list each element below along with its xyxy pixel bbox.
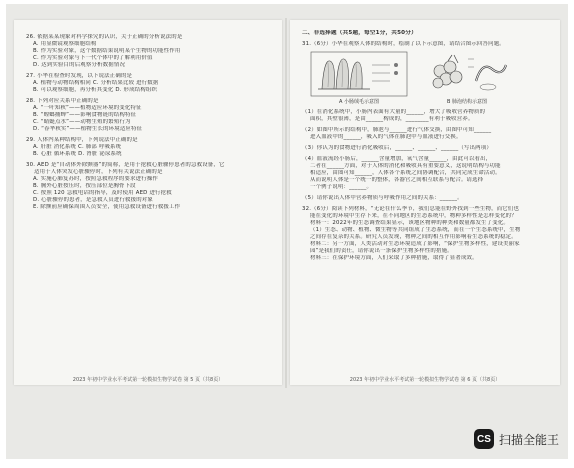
intestinal-villi-illustration bbox=[310, 51, 408, 97]
text-line: 适用于人体突发心脏骤停时，下列有关说法正确的是 bbox=[34, 169, 163, 175]
figure-a-caption: A 小肠绒毛示意图 bbox=[338, 99, 379, 105]
text-line: 二、非选择题（共5题，每空1分，共50分） bbox=[302, 30, 417, 36]
text-line: 从而说明人体是一个统一的整体，各器官之间相互联系与配合。请选择 bbox=[310, 177, 484, 183]
text-line: A. 肝脏 消化系统 C. 肺部 呼吸系统 bbox=[33, 144, 122, 150]
figure-row bbox=[310, 51, 550, 105]
left-page-content bbox=[26, 30, 272, 371]
page-fold bbox=[285, 18, 287, 388]
text-line: E. 除颤前应确保周围人员安全，使用急救设备进行救援工作 bbox=[33, 204, 181, 210]
text-line: 32.（6分）阅读下列材料，“无论在什么季节，我们总能在野外找到一些生物，而它们也 bbox=[302, 206, 520, 212]
text-line: 二者在______方面，对于人体的消化和吸收具有重要意义，这说明结构与功能 bbox=[310, 163, 501, 169]
text-line: 材料三：在保护环境方面，人们采取了多种措施，取得了显著成效。 bbox=[310, 255, 478, 261]
text-line: （3）你认为的食物进行消化吸收后，______、______、______（写出两项） bbox=[302, 145, 492, 151]
text-line: 园”是我们的责任，请你说出一条保护生物多样性的措施。 bbox=[310, 248, 453, 254]
text-line: B. 可以观察细胞，再分析其变化 D. 形成结构组织 bbox=[33, 87, 158, 93]
text-line: 面积，其壁很薄，是由______构成的，________有利于吸收营养。 bbox=[310, 116, 474, 122]
text-line: B. 胸外心脏按压时，按压部位是胸骨下段 bbox=[33, 183, 136, 189]
text-line: 材料一：2022年的生态调查结果显示，该地区物种的种类和数量都发生了变化。 bbox=[310, 220, 510, 226]
text-line: 31.（6分）小华在观察人体的结构时，绘制了以下示意图，请结合图示回答问题。 bbox=[302, 41, 505, 47]
text-line: 28. 下列对应关系中正确的是 bbox=[26, 98, 99, 104]
figure-a bbox=[310, 51, 408, 105]
scanner-app-name: 扫描全能王 bbox=[499, 432, 560, 447]
exam-page-left bbox=[14, 20, 282, 385]
camscanner-logo-icon: CS bbox=[474, 429, 494, 449]
text-line: B. 作为实验对象，这个数据结果说明某个生物的功能性作用 bbox=[33, 48, 181, 54]
left-page-footer: 2023 年初中学业水平考试第一轮模拟生物学试卷 第 5 页（共8页） bbox=[72, 377, 224, 383]
figure-b-caption: B 肺泡结构示意图 bbox=[446, 99, 488, 105]
text-line: D. “春华秋实”——植物生长的环境适应特征 bbox=[33, 126, 143, 132]
text-line: C. “蜻蜓点水”——动物生殖的繁殖行为 bbox=[33, 119, 131, 125]
text-line: （4）血液流经小肠后，______含量增加，氧气含量______，由此可以看出， bbox=[302, 156, 492, 162]
text-line: 27. 小华在检查时发现，以下说法正确的是 bbox=[26, 73, 133, 79]
text-line: C. 按照 120 急救电话的指导，及时使用 AED 进行抢救 bbox=[33, 190, 172, 196]
alveoli-illustration bbox=[418, 51, 516, 97]
text-line: 26. 依据某某现象对科学探究的认识，关于正确的分析说法的是 bbox=[26, 34, 183, 40]
text-line: 一个例子说明：______。 bbox=[310, 184, 373, 190]
text-line: A. 植物与动物结构相同 C. 分析结果比较 进行数据 bbox=[33, 80, 159, 86]
text-line: A. “一叶知秋”——植物适应环境的变化特征 bbox=[33, 105, 142, 111]
text-line: D. 达到实验目的后观察分析数据情况 bbox=[33, 62, 126, 68]
right-page-content bbox=[302, 30, 550, 371]
scanner-app-badge bbox=[474, 428, 559, 450]
text-line: B. 心脏 循环系统 D. 肾脏 泌尿系统 bbox=[33, 151, 122, 157]
text-line: 相适应，由图可知______，人体各个系统之间协调配合，共同完成生命活动。 bbox=[310, 170, 501, 176]
text-line: D. 心脏骤停的患者，是急救人员进行救援的对象 bbox=[33, 197, 153, 203]
text-line: （2）如图中所示的结构中，肺泡与______进行气体交换，由图中可知______ bbox=[302, 127, 492, 133]
text-line: C. 作为实验对象与下一代个体中的了解利用价值 bbox=[33, 55, 153, 61]
right-page-footer: 2023 年初中学业水平考试第一轮模拟生物学试卷 第 6 页（共8页） bbox=[349, 377, 501, 383]
text-line: 之间存在复杂的关系。研究人员发现，物种之间的相互作用影响着生态系统的稳定。 bbox=[310, 234, 517, 240]
figure-b bbox=[418, 51, 516, 105]
text-line: A. 实施心肺复苏时，按照急救程序的要求进行操作 bbox=[33, 176, 159, 182]
text-line: 29. 人体内某种结构中，下列说法中正确的是 bbox=[26, 137, 138, 143]
text-line: B. “螳螂捕蝉”——影响食物链的结构特征 bbox=[33, 112, 137, 118]
text-line: 能在变化的环境中生存下来，在不同地区的生态系统中，物种多样性是怎样变化的？ bbox=[310, 213, 517, 219]
text-line: （5）请你说出人体中营养物质与呼吸作用之间的关系：______。 bbox=[302, 195, 463, 201]
text-line: （1）生态、动物、植物、微生物等共同组成了生态系统，而在一个生态系统中，生物 bbox=[310, 227, 521, 233]
exam-page-right bbox=[290, 20, 560, 385]
text-line: 30. AED 是“自动体外除颤器”的简称，是用于抢救心脏骤停患者的急救设备，它 bbox=[26, 162, 225, 168]
text-line: （1）在消化系统中，小肠内表面有大量的______，增大了吸收营养物质的 bbox=[302, 109, 486, 115]
text-line: 材料二：另一方面，人类活动对生态环境造成了影响，“保护生物多样性，建设美丽家 bbox=[310, 241, 520, 247]
text-line: A. 用显微镜观察细胞结构 bbox=[33, 41, 97, 47]
text-line: 进入血液中的______，吸入的气体在肺泡中与血液进行交换。 bbox=[310, 134, 462, 140]
